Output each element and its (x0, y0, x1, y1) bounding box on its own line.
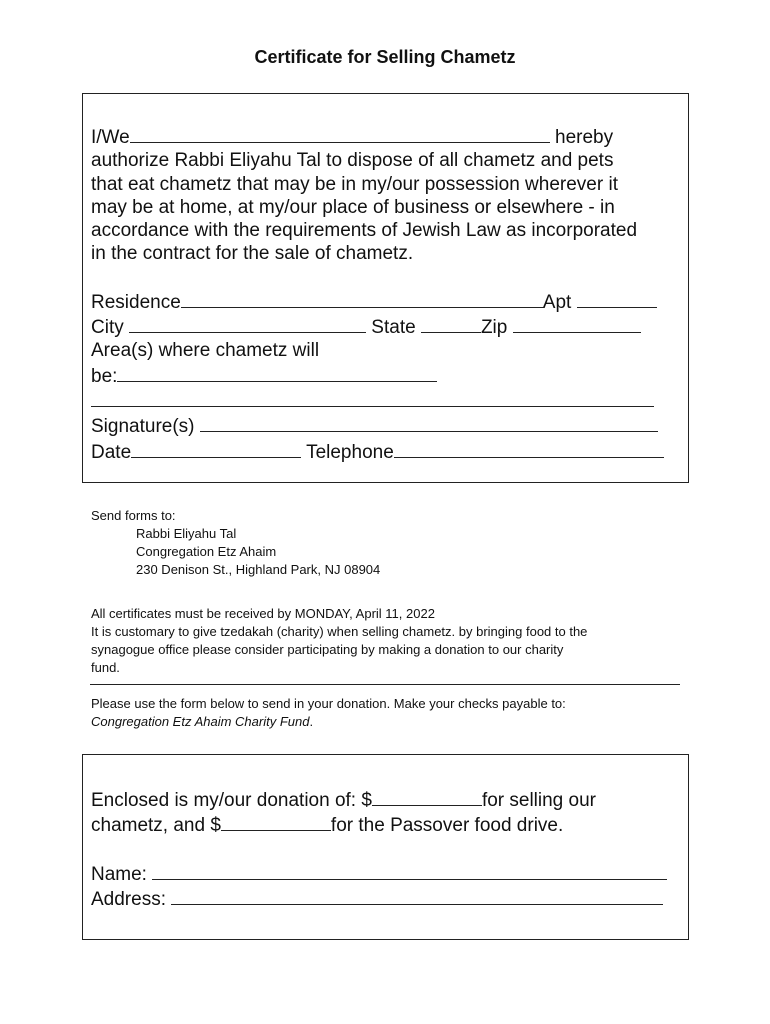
donation-label-4: for the Passover food drive. (330, 815, 564, 837)
authorization-line-1: authorize Rabbi Eliyahu Tal to dispose of all chametz and pets (91, 150, 614, 172)
signature-label: Signature(s) (91, 416, 195, 438)
deadline-text: All certificates must be received by MONDAY, April 11, 2022 (91, 606, 435, 621)
payee-period: . (309, 714, 314, 729)
donation-label-2: for selling our (481, 790, 596, 811)
signature-field[interactable] (200, 413, 658, 432)
donation-label-3: chametz, and $ (91, 815, 221, 837)
tzedakah-line-1: It is customary to give tzedakah (charity) when selling chametz. by bringing food to the (91, 624, 588, 639)
areas-field[interactable] (117, 363, 437, 382)
congregation-name: Congregation Etz Ahaim (136, 544, 277, 559)
zip-label: Zip (480, 317, 508, 339)
donor-address-field[interactable] (171, 886, 663, 905)
page-title: Certificate for Selling Chametz (254, 47, 516, 67)
instructions-text: Please use the form below to send in your donation. Make your checks payable to: (91, 696, 566, 711)
state-label: State (371, 317, 416, 339)
donor-name-field[interactable] (152, 861, 667, 880)
state-field[interactable] (421, 314, 481, 333)
authorization-line-4: accordance with the requirements of Jewish Law as incorporated (91, 220, 638, 242)
date-field[interactable] (131, 439, 301, 458)
send-forms-block (91, 507, 380, 579)
tzedakah-line-3: fund. (91, 660, 120, 675)
areas-label: Area(s) where chametz will (91, 340, 320, 362)
iwe-label: I/We (91, 127, 130, 148)
donor-name-label: Name: (91, 863, 147, 885)
city-label: City (91, 317, 124, 339)
payee-name: Congregation Etz Ahaim Charity Fund (91, 714, 310, 729)
date-label: Date (91, 441, 132, 463)
telephone-field[interactable] (394, 439, 664, 458)
zip-field[interactable] (513, 314, 641, 333)
tzedakah-line-2: synagogue office please consider participating by making a donation to our charity (91, 642, 564, 657)
donation-text (91, 787, 681, 911)
mailing-address: 230 Denison St., Highland Park, NJ 08904 (136, 562, 381, 577)
certificate-box (82, 93, 689, 483)
residence-field[interactable] (181, 289, 543, 308)
send-forms-label: Send forms to: (91, 508, 176, 523)
donation-label-1: Enclosed is my/our donation of: $ (91, 790, 372, 811)
divider (90, 684, 680, 685)
donation-box (82, 754, 689, 940)
donation-amount-field[interactable] (372, 787, 482, 806)
instructions-block (91, 695, 566, 731)
certificate-text (91, 124, 681, 464)
telephone-label: Telephone (306, 441, 394, 463)
notice-block (91, 605, 587, 677)
donor-address-label: Address: (91, 888, 166, 910)
apt-label: Apt (542, 291, 572, 313)
authorization-line-3: may be at home, at my/our place of business or elsewhere - in (91, 196, 615, 218)
name-field[interactable] (130, 124, 550, 143)
be-label: be: (91, 365, 118, 387)
residence-label: Residence (91, 291, 181, 313)
food-drive-amount-field[interactable] (221, 812, 331, 831)
city-field[interactable] (129, 314, 366, 333)
areas-field-extra[interactable] (91, 388, 654, 407)
authorization-line-5: in the contract for the sale of chametz. (91, 243, 414, 265)
hereby-text: hereby (555, 127, 614, 148)
rabbi-name: Rabbi Eliyahu Tal (136, 526, 237, 541)
apt-field[interactable] (577, 289, 657, 308)
authorization-line-2: that eat chametz that may be in my/our possession wherever it (91, 173, 618, 195)
